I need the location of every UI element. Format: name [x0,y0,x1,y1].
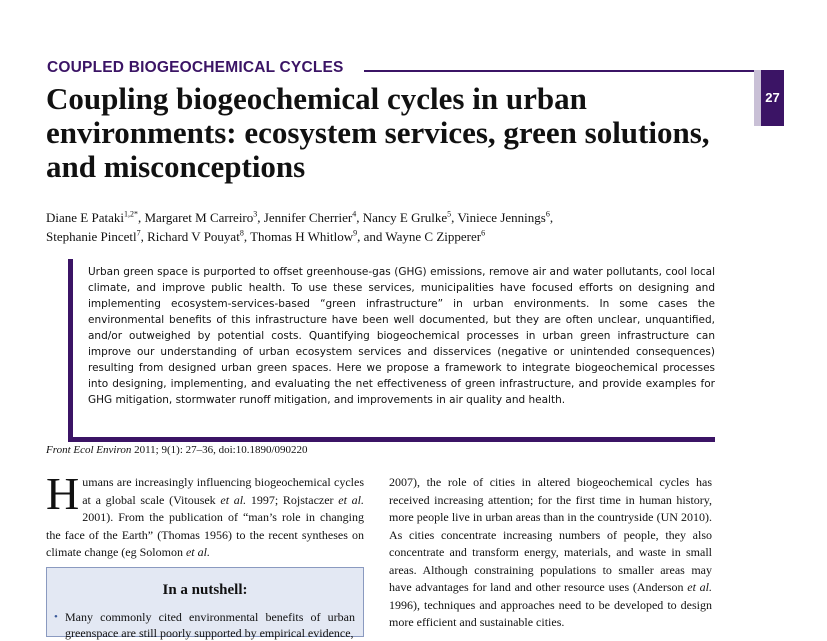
author-name: Diane E Pataki [46,210,124,225]
et-al: et al. [185,545,210,559]
et-al: et al. [338,492,364,507]
abstract-box [68,259,715,442]
page-number-tab [754,70,784,126]
author-separator: , [356,210,363,225]
author-separator: , [451,210,458,225]
drop-cap: H [46,468,80,519]
body-column-left [46,468,364,562]
author-separator: , [140,229,148,244]
nutshell-item-text: Many commonly cited environmental benefits of urban greenspace are still poorly supported by empirical evidence, [65,610,355,640]
author-affiliation: 7 [136,228,141,238]
nutshell-list [47,609,363,641]
author-separator: , [549,210,554,225]
author-name: Wayne C Zipperer [385,229,482,244]
et-al: et al. [220,492,247,507]
section-rule [364,70,754,72]
bullet-icon: • [54,611,58,623]
author-name: Nancy E Grulke [362,210,448,225]
author-affiliation: 6 [481,228,486,238]
author-separator: , and [357,229,386,244]
citation [46,444,308,456]
author-separator: , [243,229,251,244]
section-label: COUPLED BIOGEOCHEMICAL CYCLES [47,59,344,76]
body-text: 2001). From the publication of “man’s role in changing the face of the Earth” (Thomas 1956) to the recent syntheses on climate change (eg Solomon [46,510,364,559]
author-list [46,208,766,246]
author-name: Stephanie Pincetl [46,229,137,244]
author-separator: , [137,210,145,225]
page-number: 27 [765,90,780,105]
author-affiliation: 4 [352,209,357,219]
citation-journal: Front Ecol Environ [46,444,132,456]
author-affiliation: 3 [253,209,258,219]
author-affiliation: 9 [353,228,358,238]
citation-details: 2011; 9(1): 27–36, doi:10.1890/090220 [131,444,308,456]
author-affiliation: 8 [239,228,244,238]
body-text: umans are increasingly influencing biogeochemical cycles at a global scale (Vitousek [82,475,364,507]
et-al: et al. [687,580,713,594]
author-name: Margaret M Carreiro [144,210,254,225]
author-affiliation: 5 [447,209,452,219]
nutshell-title: In a nutshell: [162,582,248,598]
nutshell-item [54,609,355,641]
body-text: 2007), the role of cities in altered biogeochemical cycles has received increasing attention; for the first time in human history, more people live in urban areas than in the countryside (UN 2010). As cities concentrate increasing numbers of people, they also concentrate and transform energy, materials, and waste in small areas. Although constraining populations to smaller areas may have advantages for land and other resource uses (Anderson [389,475,712,594]
body-column-right [389,474,712,632]
author-name: Viniece Jennings [457,210,546,225]
author-separator: , [257,210,264,225]
author-affiliation: 6 [545,209,550,219]
author-name: Jennifer Cherrier [263,210,353,225]
body-text: 1997; Rojstaczer [246,492,339,507]
author-name: Thomas H Whitlow [250,229,354,244]
nutshell-box [46,567,364,640]
article-title: Coupling biogeochemical cycles in urban environments: ecosystem services, green solutions, and misconceptions [46,81,710,184]
body-text: 1996), techniques and approaches need to be developed to design more efficient and sustainable cities. [389,597,712,629]
author-name: Richard V Pouyat [147,229,240,244]
abstract-text: Urban green space is purported to offset greenhouse-gas (GHG) emissions, remove air and water pollutants, cool local climate, and improve public health. To use these services, municipalities have focused efforts on designing and implementing ecosystem-services-based “green infrastructure” in urban environments. In some cases the environmental benefits of this infrastructure have been well documented, but they are often unclear, unquantified, and/or outweighed by potential costs. Quantifying biogeochemical processes in urban green infrastructure can improve our understanding of urban ecosystem services and disservices (negative or unintended consequences) resulting from designed urban green spaces. Here we propose a framework to integrate biogeochemical processes into designing, implementing, and evaluating the net effectiveness of green infrastructure, and provide examples for GHG mitigation, stormwater runoff mitigation, and improvements in air quality and health. [88,266,715,406]
author-affiliation: 1,2* [123,209,138,219]
